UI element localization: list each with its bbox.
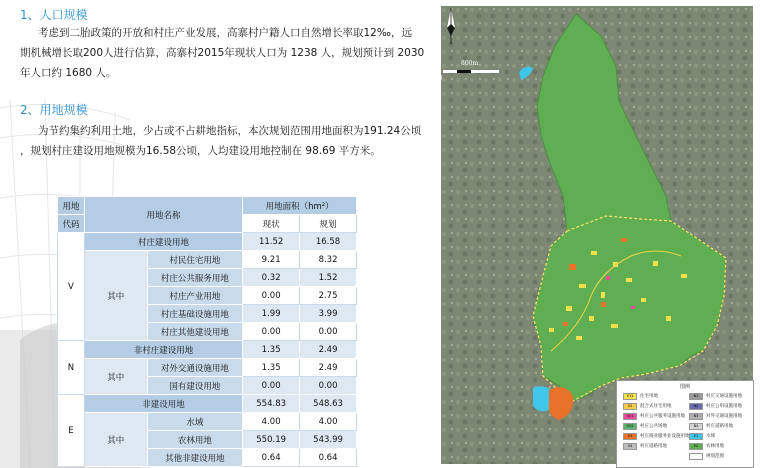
land-use-table xyxy=(57,196,357,467)
row-name: 村庄其他建设用地 xyxy=(147,323,243,341)
legend-label: 村庄公共场地 xyxy=(640,424,667,429)
header-planned: 规划 xyxy=(300,215,357,233)
land-use-line-1: 为节约集约利用土地，少占或不占耕地指标，本次规划范围用地面积为191.24公顷 xyxy=(38,125,422,137)
sub-label: 其中 xyxy=(84,413,147,467)
table-row xyxy=(58,359,357,377)
table-header-row xyxy=(58,197,357,215)
legend-label: 村庄交通设施用地 xyxy=(706,394,742,399)
legend-label: 农林用地 xyxy=(706,444,724,449)
sub-label: 其中 xyxy=(84,251,147,341)
scale-label-200: 200 xyxy=(423,60,435,67)
legend-swatch: V2 xyxy=(623,403,637,410)
legend-label: 水域 xyxy=(706,434,715,439)
legend-item xyxy=(689,393,742,399)
legend-item xyxy=(689,443,724,449)
legend-swatch: V22 xyxy=(623,423,637,430)
legend-swatch: V4 xyxy=(623,443,637,450)
legend-swatch: N3 xyxy=(689,413,703,420)
legend-label: 村庄道路用地 xyxy=(640,444,667,449)
row-planned: 543.99 xyxy=(300,431,357,449)
legend-swatch: N1 xyxy=(689,393,703,400)
legend-item xyxy=(623,393,658,399)
row-current: 1.99 xyxy=(243,305,300,323)
legend-label: 村庄商业服务业设施用地 xyxy=(640,434,690,439)
row-name: 对外交通设施用地 xyxy=(147,359,243,377)
group-code: E xyxy=(58,395,85,467)
row-current: 1.35 xyxy=(243,359,300,377)
header-area: 用地面积（hm²） xyxy=(243,197,357,215)
row-current: 0.64 xyxy=(243,449,300,467)
group-total-name: 非村庄建设用地 xyxy=(84,341,242,359)
legend-label: 村庄公共服务设施用地 xyxy=(640,414,685,419)
row-current: 550.19 xyxy=(243,431,300,449)
legend-item xyxy=(623,433,690,439)
legend-swatch: V21 xyxy=(623,413,637,420)
row-planned: 3.99 xyxy=(300,305,357,323)
scale-label-800m: 800m xyxy=(461,60,479,67)
table-row xyxy=(58,413,357,431)
legend-label: 住宅用地 xyxy=(640,394,658,399)
row-planned: 8.32 xyxy=(300,251,357,269)
legend-swatch: N4 xyxy=(689,423,703,430)
row-planned: 2.75 xyxy=(300,287,357,305)
sub-label: 其中 xyxy=(84,359,147,395)
group-code: N xyxy=(58,341,85,395)
row-planned: 0.00 xyxy=(300,377,357,395)
legend-item xyxy=(689,403,742,409)
group-total-current: 554.83 xyxy=(243,395,300,413)
table-row xyxy=(58,233,357,251)
table-row xyxy=(58,251,357,269)
legend-item xyxy=(623,443,667,449)
row-current: 4.00 xyxy=(243,413,300,431)
group-total-name: 村庄建设用地 xyxy=(84,233,242,251)
row-current: 0.32 xyxy=(243,269,300,287)
group-total-planned: 16.58 xyxy=(300,233,357,251)
row-current: 0.00 xyxy=(243,377,300,395)
row-planned: 1.52 xyxy=(300,269,357,287)
population-line-1: 考虑到二胎政策的开放和村庄产业发展，高寨村户籍人口自然增长率取12‰，远 xyxy=(38,27,412,39)
row-planned: 0.00 xyxy=(300,323,357,341)
legend-swatch: E1 xyxy=(689,433,703,440)
scale-label-0: 0 xyxy=(425,75,429,82)
row-planned: 4.00 xyxy=(300,413,357,431)
legend-label: 规划范围 xyxy=(706,454,724,459)
legend-item xyxy=(623,403,672,409)
header-code-top: 用地 xyxy=(58,197,85,215)
group-total-current: 11.52 xyxy=(243,233,300,251)
group-total-name: 非建设用地 xyxy=(84,395,242,413)
row-current: 9.21 xyxy=(243,251,300,269)
row-name: 村庄公共服务用地 xyxy=(147,269,243,287)
row-name: 其他非建设用地 xyxy=(147,449,243,467)
row-name: 村庄产业用地 xyxy=(147,287,243,305)
header-land-name: 用地名称 xyxy=(84,197,242,233)
row-name: 国有建设用地 xyxy=(147,377,243,395)
table-row xyxy=(58,395,357,413)
row-name: 水域 xyxy=(147,413,243,431)
legend-item xyxy=(689,413,742,419)
legend-swatch: V3 xyxy=(623,433,637,440)
row-name: 村民住宅用地 xyxy=(147,251,243,269)
legend-swatch xyxy=(689,453,703,460)
population-line-2: 期机械增长取200人进行估算，高寨村2015年现状人口为 1238 人，规划预计到 2030 xyxy=(20,47,425,59)
header-current: 现状 xyxy=(243,215,300,233)
group-total-current: 1.35 xyxy=(243,341,300,359)
row-planned: 0.64 xyxy=(300,449,357,467)
map-legend xyxy=(616,380,754,468)
legend-item xyxy=(623,413,685,419)
row-name: 农林用地 xyxy=(147,431,243,449)
row-current: 0.00 xyxy=(243,323,300,341)
population-line-3: 年人口约 1680 人。 xyxy=(20,67,117,79)
legend-label: 对外交通设施用地 xyxy=(706,414,742,419)
header-code-bottom: 代码 xyxy=(58,215,85,233)
row-planned: 2.49 xyxy=(300,359,357,377)
group-total-planned: 2.49 xyxy=(300,341,357,359)
row-current: 0.00 xyxy=(243,287,300,305)
legend-title: 图例 xyxy=(679,384,690,390)
section-title-population: 1、人口规模 xyxy=(20,8,88,22)
scale-label-400: 400 xyxy=(431,75,443,82)
legend-label: 混合式住宅用地 xyxy=(640,404,672,409)
legend-swatch: N2 xyxy=(689,403,703,410)
legend-item xyxy=(689,433,715,439)
group-code: V xyxy=(58,233,85,341)
group-total-planned: 548.63 xyxy=(300,395,357,413)
legend-item xyxy=(623,423,667,429)
legend-label: 村庄公用设施用地 xyxy=(706,404,742,409)
section-title-land-use: 2、用地规模 xyxy=(20,103,88,117)
legend-swatch: V11 xyxy=(623,393,637,400)
table-row xyxy=(58,341,357,359)
legend-item xyxy=(689,423,733,429)
scale-bar xyxy=(443,70,499,73)
legend-label: 村庄道路用地 xyxy=(706,424,733,429)
row-name: 村庄基础设施用地 xyxy=(147,305,243,323)
land-use-line-2: ，规划村庄建设用地规模为16.58公顷，人均建设用地控制在 98.69 平方米。 xyxy=(20,145,381,157)
legend-swatch: E2 xyxy=(689,443,703,450)
legend-item xyxy=(689,453,724,459)
